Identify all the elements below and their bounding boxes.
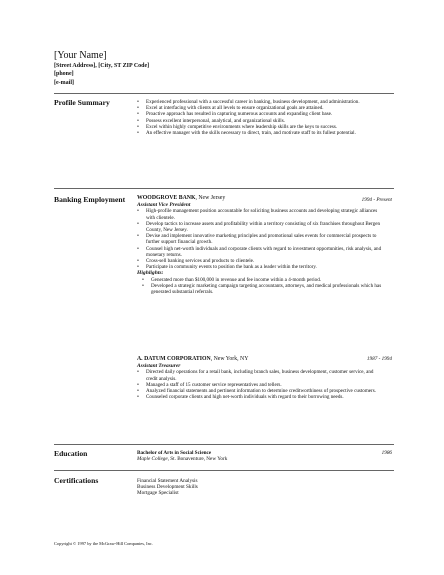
- job-company-line: [137, 195, 383, 202]
- list-item: • An effective manager with the skills necessary to direct, train, and motivate staff to its fullest potential.: [137, 130, 383, 136]
- list-item: • Counseled corporate clients and high net-worth individuals with regard to their borrowing needs.: [137, 394, 383, 400]
- list-item: • Possess excellent interpersonal, analytical, and organizational skills.: [137, 118, 383, 124]
- list-item: • Develop tactics to increase assets and profitability within a territory consisting of six franchises throughout Bergen County, New Jersey.: [137, 221, 383, 233]
- certifications-section-title: Certifications: [54, 476, 99, 485]
- job-entry: [137, 356, 383, 400]
- contact-address: [Street Address], [City, ST ZIP Code]: [54, 63, 150, 69]
- job-position: Assistant Vice President: [137, 202, 191, 208]
- copyright-footer: Copyright © 1997 by the McGraw-Hill Companies, Inc.: [54, 541, 153, 546]
- list-item: • Cross-sell banking services and products to clientele.: [137, 258, 383, 264]
- job-company: WOODGROVE BANK: [137, 195, 196, 201]
- job-dates: 1994 - Present: [361, 197, 392, 203]
- job-entry: [137, 195, 383, 296]
- list-item: • Developed a strategic marketing campaign targeting accountants, attorneys, and medical professionals which has generated substantial referrals.: [137, 283, 383, 295]
- education-location: , St. Bonaventure, New York: [167, 456, 228, 463]
- contact-name: [Your Name]: [54, 50, 107, 61]
- list-item: • Devise and implement innovative marketing principles and promotional sales events for commercial prospects to further support financial growth.: [137, 233, 383, 245]
- list-item: • High-profile management position accountable for soliciting business accounts and developing strategic alliances with clientele.: [137, 208, 383, 220]
- employment-section-title: Banking Employment: [54, 195, 126, 204]
- education-section-title: Education: [54, 449, 88, 458]
- education-entry: [137, 450, 383, 462]
- list-item: • Analyzed financial statements and pertinent information to determine creditworthiness of prospective customers.: [137, 388, 383, 394]
- list-item: • Excel at interfacing with clients at all levels to ensure organizational goals are attained.: [137, 105, 383, 111]
- contact-block: [54, 50, 149, 87]
- education-school: Maple College: [137, 456, 168, 463]
- list-item: • Experienced professional with a successful career in banking, business development, and administration.: [137, 99, 383, 105]
- highlights-label: Highlights:: [137, 270, 164, 277]
- profile-summary: [137, 99, 383, 136]
- list-item: • Generated more than $100,000 in revenue and fee income within a 4-month period.: [137, 277, 383, 283]
- list-item: • Excel within highly competitive environments where leadership skills are the keys to success.: [137, 124, 383, 130]
- contact-phone: [phone]: [54, 71, 74, 78]
- education-degree: Bachelor of Arts in Social Science: [137, 450, 212, 456]
- list-item: • Participate in community events to position the bank as a leader within the territory.: [137, 264, 383, 270]
- section-divider: [54, 470, 394, 471]
- section-divider: [54, 188, 394, 189]
- list-item: • Directed daily operations for a retail bank, including branch sales, business development, customer service, and credit analysis.: [137, 369, 383, 381]
- job-position: Assistant Treasurer: [137, 363, 181, 369]
- list-item: • Managed a staff of 15 customer service representatives and tellers.: [137, 382, 383, 388]
- contact-email: [e-mail]: [54, 79, 74, 86]
- job-company: A. DATUM CORPORATION: [137, 356, 211, 362]
- list-item: • Proactive approach has resulted in capturing numerous accounts and expanding client base.: [137, 111, 383, 117]
- education-school-line: [137, 456, 383, 462]
- section-divider: [54, 444, 394, 445]
- job-dates: 1987 - 1994: [366, 356, 392, 362]
- certification-item: Financial Statement Analysis: [137, 478, 198, 484]
- job-location: , New Jersey: [195, 195, 226, 201]
- list-item: • Counsel high net-worth individuals and corporate clients with regard to investment opportunities, risk analysis, and monetary returns.: [137, 246, 383, 258]
- certification-item: Business Development Skills: [137, 484, 198, 491]
- certification-item: Mortgage Specialist: [137, 490, 179, 497]
- job-company-line: [137, 356, 383, 363]
- certifications-list: [137, 478, 383, 497]
- profile-section-title: Profile Summary: [54, 98, 110, 107]
- job-location: , New York, NY: [210, 356, 249, 362]
- education-year: 1986: [381, 450, 392, 456]
- section-divider: [54, 93, 394, 94]
